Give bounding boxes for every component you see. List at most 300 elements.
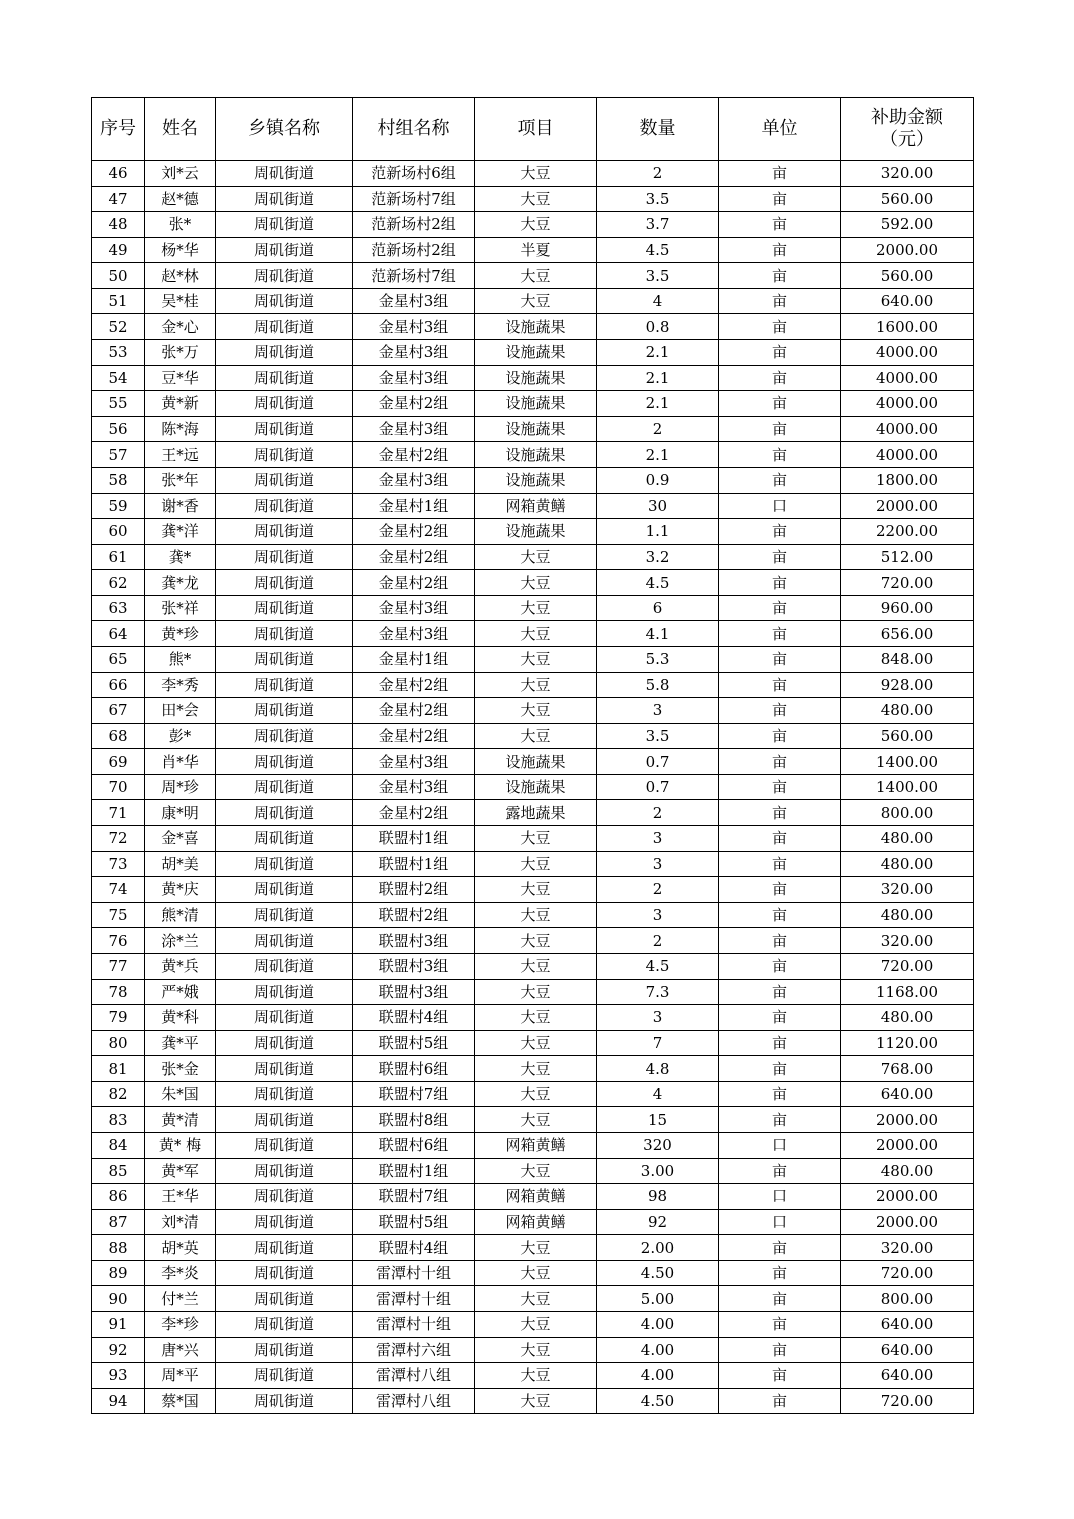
cell-unit: 亩 bbox=[719, 161, 841, 187]
cell-village-group: 金星村3组 bbox=[353, 288, 475, 314]
cell-name: 康*明 bbox=[145, 800, 216, 826]
cell-unit: 亩 bbox=[719, 1056, 841, 1082]
cell-amount: 720.00 bbox=[841, 1260, 974, 1286]
cell-quantity: 3 bbox=[597, 1005, 719, 1031]
cell-amount: 480.00 bbox=[841, 826, 974, 852]
cell-project: 设施蔬果 bbox=[475, 519, 597, 545]
cell-serial: 88 bbox=[92, 1235, 145, 1261]
table-row bbox=[92, 493, 974, 519]
cell-name: 陈*海 bbox=[145, 416, 216, 442]
cell-quantity: 7.3 bbox=[597, 979, 719, 1005]
cell-project: 大豆 bbox=[475, 928, 597, 954]
cell-amount: 960.00 bbox=[841, 595, 974, 621]
cell-project: 大豆 bbox=[475, 1312, 597, 1338]
table-row bbox=[92, 1260, 974, 1286]
cell-name: 张* bbox=[145, 212, 216, 238]
cell-project: 大豆 bbox=[475, 698, 597, 724]
table-row bbox=[92, 1030, 974, 1056]
cell-village-group: 金星村2组 bbox=[353, 544, 475, 570]
cell-township: 周矶街道 bbox=[216, 979, 353, 1005]
cell-amount: 720.00 bbox=[841, 570, 974, 596]
cell-serial: 57 bbox=[92, 442, 145, 468]
cell-project: 大豆 bbox=[475, 851, 597, 877]
table-row bbox=[92, 263, 974, 289]
cell-township: 周矶街道 bbox=[216, 391, 353, 417]
table-row bbox=[92, 212, 974, 238]
cell-village-group: 金星村2组 bbox=[353, 698, 475, 724]
cell-project: 大豆 bbox=[475, 263, 597, 289]
cell-amount: 2200.00 bbox=[841, 519, 974, 545]
cell-unit: 亩 bbox=[719, 1388, 841, 1414]
cell-quantity: 2.00 bbox=[597, 1235, 719, 1261]
cell-amount: 592.00 bbox=[841, 212, 974, 238]
cell-quantity: 3 bbox=[597, 902, 719, 928]
cell-serial: 81 bbox=[92, 1056, 145, 1082]
header-project: 项目 bbox=[475, 98, 597, 161]
cell-village-group: 雷潭村八组 bbox=[353, 1363, 475, 1389]
cell-unit: 亩 bbox=[719, 877, 841, 903]
cell-name: 胡*美 bbox=[145, 851, 216, 877]
cell-township: 周矶街道 bbox=[216, 1107, 353, 1133]
cell-quantity: 0.7 bbox=[597, 774, 719, 800]
cell-village-group: 联盟村7组 bbox=[353, 1081, 475, 1107]
cell-project: 大豆 bbox=[475, 570, 597, 596]
cell-serial: 47 bbox=[92, 186, 145, 212]
cell-serial: 87 bbox=[92, 1209, 145, 1235]
cell-township: 周矶街道 bbox=[216, 646, 353, 672]
cell-serial: 50 bbox=[92, 263, 145, 289]
cell-village-group: 金星村3组 bbox=[353, 595, 475, 621]
table-row bbox=[92, 979, 974, 1005]
header-subsidy-amount bbox=[841, 98, 974, 161]
cell-serial: 60 bbox=[92, 519, 145, 545]
cell-name: 严*娥 bbox=[145, 979, 216, 1005]
cell-amount: 640.00 bbox=[841, 1081, 974, 1107]
cell-village-group: 联盟村1组 bbox=[353, 826, 475, 852]
cell-name: 王*华 bbox=[145, 1184, 216, 1210]
cell-unit: 亩 bbox=[719, 237, 841, 263]
cell-quantity: 3 bbox=[597, 698, 719, 724]
cell-project: 设施蔬果 bbox=[475, 314, 597, 340]
cell-project: 大豆 bbox=[475, 1286, 597, 1312]
cell-quantity: 3.00 bbox=[597, 1158, 719, 1184]
cell-quantity: 3.5 bbox=[597, 186, 719, 212]
cell-serial: 54 bbox=[92, 365, 145, 391]
cell-quantity: 4 bbox=[597, 288, 719, 314]
cell-quantity: 0.7 bbox=[597, 749, 719, 775]
cell-village-group: 雷潭村八组 bbox=[353, 1388, 475, 1414]
table-row bbox=[92, 1235, 974, 1261]
cell-project: 大豆 bbox=[475, 621, 597, 647]
cell-village-group: 范新场村6组 bbox=[353, 161, 475, 187]
cell-township: 周矶街道 bbox=[216, 314, 353, 340]
cell-village-group: 金星村3组 bbox=[353, 621, 475, 647]
cell-serial: 86 bbox=[92, 1184, 145, 1210]
cell-unit: 亩 bbox=[719, 646, 841, 672]
cell-quantity: 3 bbox=[597, 826, 719, 852]
cell-quantity: 0.8 bbox=[597, 314, 719, 340]
cell-unit: 亩 bbox=[719, 467, 841, 493]
cell-name: 黄*科 bbox=[145, 1005, 216, 1031]
cell-unit: 口 bbox=[719, 1132, 841, 1158]
cell-township: 周矶街道 bbox=[216, 1184, 353, 1210]
table-row bbox=[92, 1337, 974, 1363]
cell-village-group: 金星村2组 bbox=[353, 570, 475, 596]
cell-serial: 65 bbox=[92, 646, 145, 672]
cell-serial: 68 bbox=[92, 723, 145, 749]
cell-name: 朱*国 bbox=[145, 1081, 216, 1107]
header-quantity: 数量 bbox=[597, 98, 719, 161]
cell-township: 周矶街道 bbox=[216, 1260, 353, 1286]
cell-township: 周矶街道 bbox=[216, 212, 353, 238]
header-unit: 单位 bbox=[719, 98, 841, 161]
cell-project: 设施蔬果 bbox=[475, 365, 597, 391]
cell-serial: 93 bbox=[92, 1363, 145, 1389]
table-row bbox=[92, 519, 974, 545]
cell-township: 周矶街道 bbox=[216, 570, 353, 596]
cell-serial: 53 bbox=[92, 340, 145, 366]
cell-serial: 77 bbox=[92, 953, 145, 979]
table-row bbox=[92, 544, 974, 570]
cell-village-group: 雷潭村十组 bbox=[353, 1312, 475, 1338]
cell-name: 杨*华 bbox=[145, 237, 216, 263]
cell-project: 大豆 bbox=[475, 1056, 597, 1082]
cell-serial: 89 bbox=[92, 1260, 145, 1286]
cell-village-group: 联盟村1组 bbox=[353, 851, 475, 877]
cell-township: 周矶街道 bbox=[216, 467, 353, 493]
cell-amount: 320.00 bbox=[841, 928, 974, 954]
cell-name: 黄*兵 bbox=[145, 953, 216, 979]
cell-quantity: 4.50 bbox=[597, 1388, 719, 1414]
cell-village-group: 联盟村8组 bbox=[353, 1107, 475, 1133]
cell-quantity: 3.5 bbox=[597, 723, 719, 749]
cell-village-group: 联盟村2组 bbox=[353, 902, 475, 928]
cell-amount: 800.00 bbox=[841, 1286, 974, 1312]
table-row bbox=[92, 826, 974, 852]
table-row bbox=[92, 391, 974, 417]
cell-serial: 52 bbox=[92, 314, 145, 340]
cell-project: 大豆 bbox=[475, 288, 597, 314]
cell-amount: 1120.00 bbox=[841, 1030, 974, 1056]
cell-amount: 320.00 bbox=[841, 161, 974, 187]
cell-unit: 亩 bbox=[719, 1260, 841, 1286]
cell-name: 张*金 bbox=[145, 1056, 216, 1082]
cell-village-group: 联盟村5组 bbox=[353, 1030, 475, 1056]
subsidy-table bbox=[91, 97, 974, 1414]
table-row bbox=[92, 237, 974, 263]
cell-serial: 51 bbox=[92, 288, 145, 314]
cell-project: 大豆 bbox=[475, 1388, 597, 1414]
cell-project: 大豆 bbox=[475, 1107, 597, 1133]
cell-village-group: 金星村3组 bbox=[353, 416, 475, 442]
cell-township: 周矶街道 bbox=[216, 1030, 353, 1056]
cell-name: 熊* bbox=[145, 646, 216, 672]
cell-township: 周矶街道 bbox=[216, 1286, 353, 1312]
cell-amount: 2000.00 bbox=[841, 1132, 974, 1158]
cell-serial: 66 bbox=[92, 672, 145, 698]
cell-amount: 640.00 bbox=[841, 1337, 974, 1363]
cell-quantity: 3.5 bbox=[597, 263, 719, 289]
cell-project: 大豆 bbox=[475, 1363, 597, 1389]
cell-village-group: 范新场村7组 bbox=[353, 186, 475, 212]
cell-amount: 480.00 bbox=[841, 902, 974, 928]
cell-township: 周矶街道 bbox=[216, 161, 353, 187]
cell-project: 大豆 bbox=[475, 1081, 597, 1107]
cell-name: 付*兰 bbox=[145, 1286, 216, 1312]
cell-village-group: 雷潭村十组 bbox=[353, 1260, 475, 1286]
cell-unit: 亩 bbox=[719, 314, 841, 340]
cell-village-group: 范新场村2组 bbox=[353, 212, 475, 238]
cell-amount: 4000.00 bbox=[841, 416, 974, 442]
cell-name: 张*年 bbox=[145, 467, 216, 493]
cell-project: 大豆 bbox=[475, 953, 597, 979]
cell-unit: 亩 bbox=[719, 1312, 841, 1338]
cell-village-group: 金星村1组 bbox=[353, 493, 475, 519]
cell-name: 赵*德 bbox=[145, 186, 216, 212]
cell-project: 设施蔬果 bbox=[475, 416, 597, 442]
cell-unit: 亩 bbox=[719, 1337, 841, 1363]
cell-township: 周矶街道 bbox=[216, 1312, 353, 1338]
cell-quantity: 4.8 bbox=[597, 1056, 719, 1082]
cell-serial: 85 bbox=[92, 1158, 145, 1184]
cell-unit: 亩 bbox=[719, 774, 841, 800]
cell-village-group: 金星村2组 bbox=[353, 391, 475, 417]
cell-project: 设施蔬果 bbox=[475, 749, 597, 775]
cell-village-group: 金星村2组 bbox=[353, 723, 475, 749]
cell-unit: 亩 bbox=[719, 723, 841, 749]
cell-quantity: 4 bbox=[597, 1081, 719, 1107]
cell-serial: 56 bbox=[92, 416, 145, 442]
table-row bbox=[92, 723, 974, 749]
cell-amount: 1168.00 bbox=[841, 979, 974, 1005]
cell-project: 大豆 bbox=[475, 186, 597, 212]
table-row bbox=[92, 646, 974, 672]
table-body bbox=[92, 161, 974, 1414]
cell-serial: 83 bbox=[92, 1107, 145, 1133]
cell-unit: 口 bbox=[719, 1209, 841, 1235]
cell-township: 周矶街道 bbox=[216, 1363, 353, 1389]
table-row bbox=[92, 570, 974, 596]
cell-name: 李*炎 bbox=[145, 1260, 216, 1286]
cell-name: 刘*云 bbox=[145, 161, 216, 187]
header-village-group: 村组名称 bbox=[353, 98, 475, 161]
cell-township: 周矶街道 bbox=[216, 1337, 353, 1363]
cell-unit: 亩 bbox=[719, 340, 841, 366]
cell-quantity: 3 bbox=[597, 851, 719, 877]
cell-village-group: 联盟村6组 bbox=[353, 1056, 475, 1082]
cell-village-group: 联盟村1组 bbox=[353, 1158, 475, 1184]
cell-village-group: 金星村3组 bbox=[353, 365, 475, 391]
cell-amount: 480.00 bbox=[841, 698, 974, 724]
cell-serial: 48 bbox=[92, 212, 145, 238]
cell-name: 周*平 bbox=[145, 1363, 216, 1389]
cell-unit: 亩 bbox=[719, 979, 841, 1005]
cell-township: 周矶街道 bbox=[216, 672, 353, 698]
cell-name: 黄*新 bbox=[145, 391, 216, 417]
table-row bbox=[92, 902, 974, 928]
cell-quantity: 0.9 bbox=[597, 467, 719, 493]
cell-project: 网箱黄鳝 bbox=[475, 493, 597, 519]
cell-unit: 亩 bbox=[719, 826, 841, 852]
cell-name: 吴*桂 bbox=[145, 288, 216, 314]
table-row bbox=[92, 953, 974, 979]
cell-unit: 亩 bbox=[719, 288, 841, 314]
cell-unit: 亩 bbox=[719, 928, 841, 954]
table-row bbox=[92, 1209, 974, 1235]
cell-project: 大豆 bbox=[475, 902, 597, 928]
header-amount-line2: （元） bbox=[880, 129, 934, 150]
cell-amount: 480.00 bbox=[841, 1158, 974, 1184]
cell-quantity: 4.00 bbox=[597, 1337, 719, 1363]
cell-name: 唐*兴 bbox=[145, 1337, 216, 1363]
cell-village-group: 金星村3组 bbox=[353, 774, 475, 800]
cell-unit: 亩 bbox=[719, 800, 841, 826]
cell-village-group: 联盟村3组 bbox=[353, 979, 475, 1005]
table-header-row bbox=[92, 98, 974, 161]
cell-amount: 640.00 bbox=[841, 288, 974, 314]
table-row bbox=[92, 621, 974, 647]
table-row bbox=[92, 467, 974, 493]
table-row bbox=[92, 1158, 974, 1184]
cell-quantity: 2.1 bbox=[597, 442, 719, 468]
cell-quantity: 4.50 bbox=[597, 1260, 719, 1286]
cell-quantity: 2 bbox=[597, 928, 719, 954]
cell-amount: 848.00 bbox=[841, 646, 974, 672]
cell-unit: 亩 bbox=[719, 1235, 841, 1261]
table-row bbox=[92, 1388, 974, 1414]
cell-project: 大豆 bbox=[475, 212, 597, 238]
cell-project: 大豆 bbox=[475, 826, 597, 852]
cell-name: 涂*兰 bbox=[145, 928, 216, 954]
cell-name: 黄* 梅 bbox=[145, 1132, 216, 1158]
cell-project: 设施蔬果 bbox=[475, 467, 597, 493]
cell-amount: 1800.00 bbox=[841, 467, 974, 493]
cell-unit: 亩 bbox=[719, 391, 841, 417]
table-row bbox=[92, 800, 974, 826]
cell-amount: 1400.00 bbox=[841, 774, 974, 800]
cell-quantity: 98 bbox=[597, 1184, 719, 1210]
cell-serial: 55 bbox=[92, 391, 145, 417]
cell-township: 周矶街道 bbox=[216, 902, 353, 928]
cell-township: 周矶街道 bbox=[216, 340, 353, 366]
cell-serial: 63 bbox=[92, 595, 145, 621]
cell-project: 设施蔬果 bbox=[475, 774, 597, 800]
cell-unit: 亩 bbox=[719, 1107, 841, 1133]
cell-village-group: 金星村3组 bbox=[353, 340, 475, 366]
cell-unit: 亩 bbox=[719, 263, 841, 289]
cell-village-group: 金星村3组 bbox=[353, 749, 475, 775]
cell-township: 周矶街道 bbox=[216, 1132, 353, 1158]
cell-name: 张*万 bbox=[145, 340, 216, 366]
cell-name: 龚* bbox=[145, 544, 216, 570]
table-row bbox=[92, 1184, 974, 1210]
cell-quantity: 15 bbox=[597, 1107, 719, 1133]
cell-name: 龚*龙 bbox=[145, 570, 216, 596]
table-row bbox=[92, 1363, 974, 1389]
cell-project: 设施蔬果 bbox=[475, 340, 597, 366]
cell-project: 大豆 bbox=[475, 161, 597, 187]
cell-serial: 61 bbox=[92, 544, 145, 570]
cell-serial: 94 bbox=[92, 1388, 145, 1414]
cell-township: 周矶街道 bbox=[216, 1056, 353, 1082]
cell-township: 周矶街道 bbox=[216, 800, 353, 826]
cell-village-group: 联盟村3组 bbox=[353, 953, 475, 979]
cell-township: 周矶街道 bbox=[216, 1388, 353, 1414]
cell-village-group: 联盟村7组 bbox=[353, 1184, 475, 1210]
cell-quantity: 2 bbox=[597, 800, 719, 826]
cell-township: 周矶街道 bbox=[216, 493, 353, 519]
cell-unit: 亩 bbox=[719, 749, 841, 775]
cell-unit: 亩 bbox=[719, 1005, 841, 1031]
cell-unit: 亩 bbox=[719, 1081, 841, 1107]
cell-name: 刘*清 bbox=[145, 1209, 216, 1235]
cell-name: 张*祥 bbox=[145, 595, 216, 621]
cell-township: 周矶街道 bbox=[216, 953, 353, 979]
cell-township: 周矶街道 bbox=[216, 442, 353, 468]
cell-quantity: 5.00 bbox=[597, 1286, 719, 1312]
cell-serial: 78 bbox=[92, 979, 145, 1005]
cell-township: 周矶街道 bbox=[216, 851, 353, 877]
table-row bbox=[92, 928, 974, 954]
cell-name: 熊*清 bbox=[145, 902, 216, 928]
cell-amount: 928.00 bbox=[841, 672, 974, 698]
cell-quantity: 3.2 bbox=[597, 544, 719, 570]
cell-serial: 92 bbox=[92, 1337, 145, 1363]
cell-amount: 1400.00 bbox=[841, 749, 974, 775]
header-township: 乡镇名称 bbox=[216, 98, 353, 161]
cell-township: 周矶街道 bbox=[216, 1005, 353, 1031]
cell-unit: 亩 bbox=[719, 698, 841, 724]
cell-village-group: 金星村2组 bbox=[353, 519, 475, 545]
cell-amount: 640.00 bbox=[841, 1363, 974, 1389]
cell-village-group: 金星村2组 bbox=[353, 442, 475, 468]
cell-amount: 720.00 bbox=[841, 953, 974, 979]
cell-township: 周矶街道 bbox=[216, 1158, 353, 1184]
cell-serial: 70 bbox=[92, 774, 145, 800]
cell-village-group: 联盟村6组 bbox=[353, 1132, 475, 1158]
cell-quantity: 6 bbox=[597, 595, 719, 621]
cell-serial: 75 bbox=[92, 902, 145, 928]
table-row bbox=[92, 314, 974, 340]
cell-name: 黄*庆 bbox=[145, 877, 216, 903]
table-row bbox=[92, 877, 974, 903]
cell-unit: 亩 bbox=[719, 570, 841, 596]
cell-unit: 亩 bbox=[719, 416, 841, 442]
cell-serial: 69 bbox=[92, 749, 145, 775]
cell-township: 周矶街道 bbox=[216, 519, 353, 545]
cell-unit: 亩 bbox=[719, 595, 841, 621]
cell-quantity: 4.5 bbox=[597, 570, 719, 596]
cell-unit: 口 bbox=[719, 493, 841, 519]
cell-serial: 72 bbox=[92, 826, 145, 852]
cell-quantity: 1.1 bbox=[597, 519, 719, 545]
cell-unit: 亩 bbox=[719, 1363, 841, 1389]
cell-serial: 67 bbox=[92, 698, 145, 724]
cell-unit: 亩 bbox=[719, 1286, 841, 1312]
cell-unit: 亩 bbox=[719, 186, 841, 212]
cell-quantity: 5.3 bbox=[597, 646, 719, 672]
cell-project: 大豆 bbox=[475, 1337, 597, 1363]
table-row bbox=[92, 1286, 974, 1312]
table-row bbox=[92, 698, 974, 724]
cell-village-group: 联盟村3组 bbox=[353, 928, 475, 954]
cell-village-group: 金星村2组 bbox=[353, 672, 475, 698]
cell-amount: 320.00 bbox=[841, 877, 974, 903]
cell-quantity: 4.5 bbox=[597, 237, 719, 263]
cell-amount: 2000.00 bbox=[841, 1209, 974, 1235]
cell-amount: 4000.00 bbox=[841, 365, 974, 391]
cell-project: 大豆 bbox=[475, 979, 597, 1005]
